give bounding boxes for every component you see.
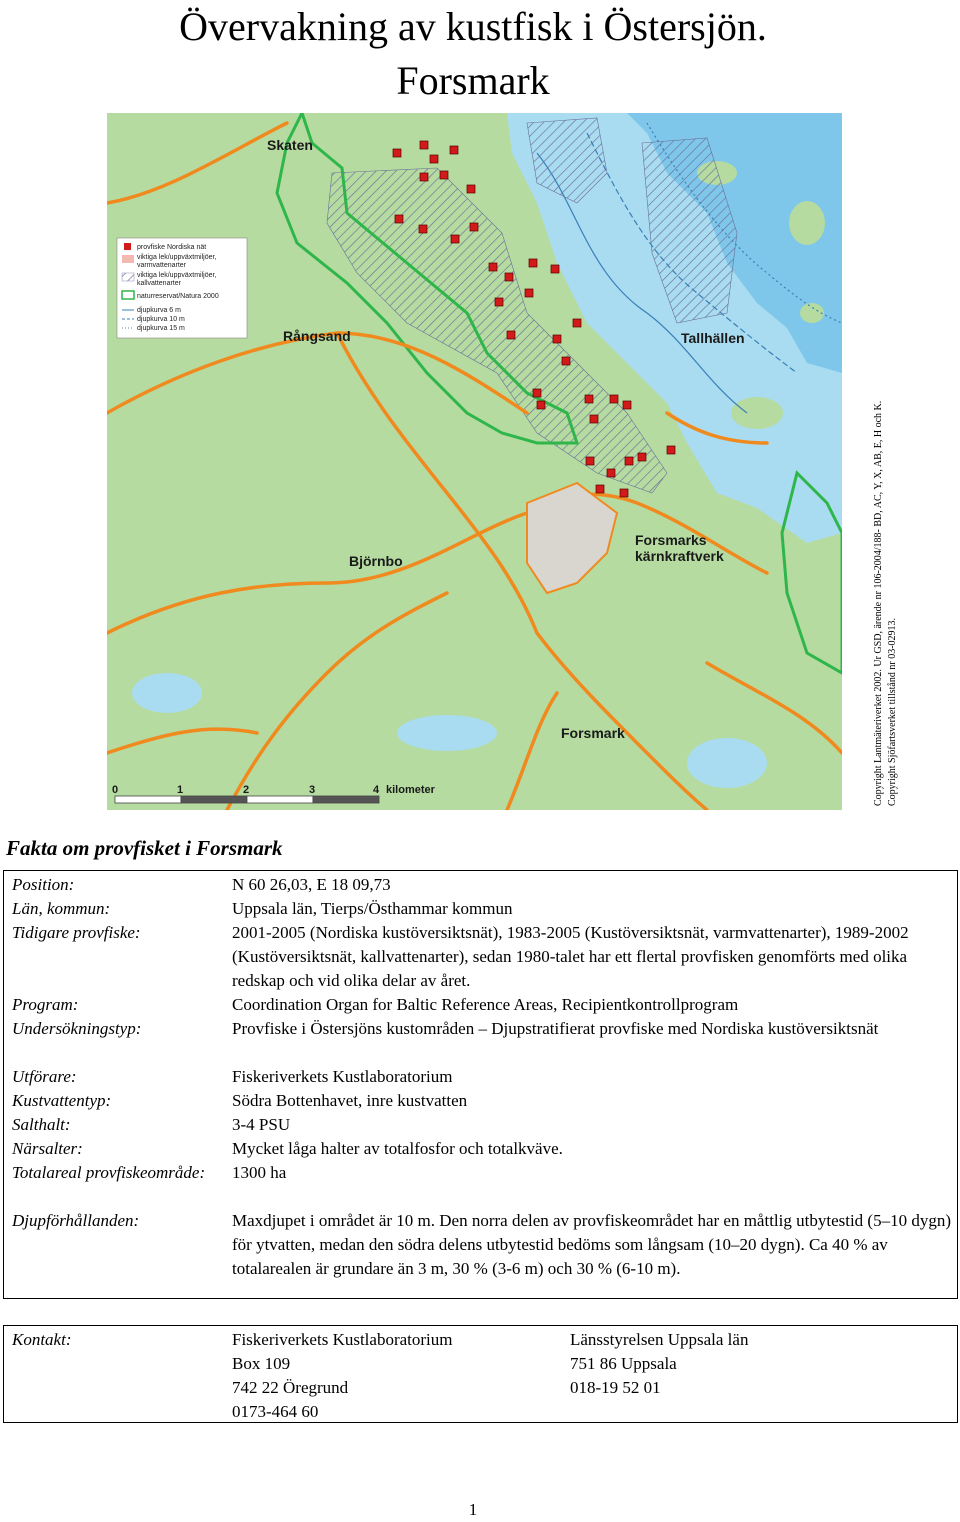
legend-cold-1: viktiga lek/uppväxtmiljöer, bbox=[137, 272, 217, 279]
svg-text:1: 1 bbox=[177, 784, 184, 796]
contact-kustlab-box: Box 109 bbox=[232, 1354, 291, 1373]
legend-reserve: naturreservat/Natura 2000 bbox=[137, 293, 219, 300]
legend-warm-2: varmvattenarter bbox=[137, 262, 187, 269]
svg-text:0: 0 bbox=[112, 784, 119, 796]
label-skaten: Skaten bbox=[267, 137, 313, 153]
map-copyright bbox=[872, 286, 900, 806]
contact-table bbox=[3, 1325, 958, 1423]
label-forsmarks: Forsmarks bbox=[635, 532, 707, 548]
contact-lansstyrelsen-phone: 018-19 52 01 bbox=[570, 1378, 661, 1397]
svg-text:4: 4 bbox=[373, 784, 380, 796]
copyright-line-1: Copyright Lantmäteriverket 2002. Ur GSD, ärende nr 106-2004/188- BD, AC, Y, X, AB, E, H och K. bbox=[873, 400, 884, 806]
svg-text:3: 3 bbox=[309, 784, 316, 796]
facts-heading: Fakta om provfisket i Forsmark bbox=[6, 836, 283, 860]
legend-warm-1: viktiga lek/uppväxtmiljöer, bbox=[137, 254, 217, 261]
svg-text:kilometer: kilometer bbox=[386, 784, 435, 796]
label-tallhallen: Tallhällen bbox=[681, 330, 745, 346]
contact-kustlab-name: Fiskeriverkets Kustlaboratorium bbox=[232, 1330, 453, 1349]
lake bbox=[687, 738, 767, 788]
lake bbox=[397, 715, 497, 751]
svg-text:2: 2 bbox=[243, 784, 250, 796]
map bbox=[107, 113, 842, 810]
contact-lansstyrelsen-name: Länsstyrelsen Uppsala län bbox=[570, 1330, 749, 1349]
copyright-line-2: Copyright Sjöfartsverket tillstånd nr 03-02913. bbox=[887, 617, 898, 806]
label-karnkraftverk: kärnkraftverk bbox=[635, 548, 724, 564]
label-forsmark: Forsmark bbox=[561, 725, 625, 741]
page-subtitle: Forsmark bbox=[396, 58, 550, 103]
page-title: Övervakning av kustfisk i Östersjön. bbox=[179, 4, 767, 49]
legend-cold-2: kallvattenarter bbox=[137, 280, 181, 287]
island bbox=[731, 397, 783, 429]
label-rangsand: Rångsand bbox=[283, 328, 351, 344]
legend-nets: provfiske Nordiska nät bbox=[137, 244, 207, 251]
facts-table: Position: N 60 26,03, E 18 09,73 Län, kommun: Uppsala län, Tierps/Östhammar kommun Tidigare provfiske: 2001-2005 (Nordiska kustöversiktsnät), 1983-2005 (Kustöversiktsnät, varmvattenarter), 1989-2002 (Kustöversiktsnät, kallvattenarter), sedan 1980-talet har ett flertal provfisken genomförts med olika redskap och vid olika delar av året. Program: Coordination Organ for Baltic Reference Areas, Recipientkontrollprogram Undersökningstyp: Provfiske i Östersjöns kustområden – Djupstratifierat provfiske med Nordiska kustöversiktsnät Utförare: Fiskeriverkets Kustlaboratorium Kustvattentyp: Södra Bottenhavet, inre kustvatten Salthalt: 3-4 PSU Närsalter: Mycket låga halter av totalfosfor och totalkväve. Totalareal provfiskeområde: 1300 ha Djupförhållanden: Maxdjupet i området är 10 m. Den norra delen av provfiskeområdet har en måttlig utbytestid (5–10 dygn) för ytvatten, medan den södra delens utbytestid bedöms som långsam (10–20 dygn). Ca 40 % av totalarealen är grundare än 3 m, 30 % (3-6 m) och 30 % (6-10 m). bbox=[3, 870, 958, 1299]
lake bbox=[132, 673, 202, 713]
map-legend bbox=[117, 238, 247, 338]
contact-kustlab-phone: 0173-464 60 bbox=[232, 1402, 319, 1421]
legend-depth-15: djupkurva 15 m bbox=[137, 325, 185, 332]
label-bjornbo: Björnbo bbox=[349, 553, 403, 569]
page-number: 1 bbox=[468, 1500, 478, 1519]
legend-depth-6: djupkurva 6 m bbox=[137, 307, 181, 314]
island bbox=[800, 303, 824, 323]
contact-lansstyrelsen-address: 751 86 Uppsala bbox=[570, 1354, 677, 1373]
contact-kustlab bbox=[232, 1328, 453, 1424]
contact-kustlab-address: 742 22 Öregrund bbox=[232, 1378, 349, 1397]
legend-depth-10: djupkurva 10 m bbox=[137, 316, 185, 323]
contact-label: Kontakt: bbox=[12, 1330, 72, 1349]
contact-lansstyrelsen bbox=[570, 1328, 748, 1400]
island bbox=[789, 201, 825, 245]
